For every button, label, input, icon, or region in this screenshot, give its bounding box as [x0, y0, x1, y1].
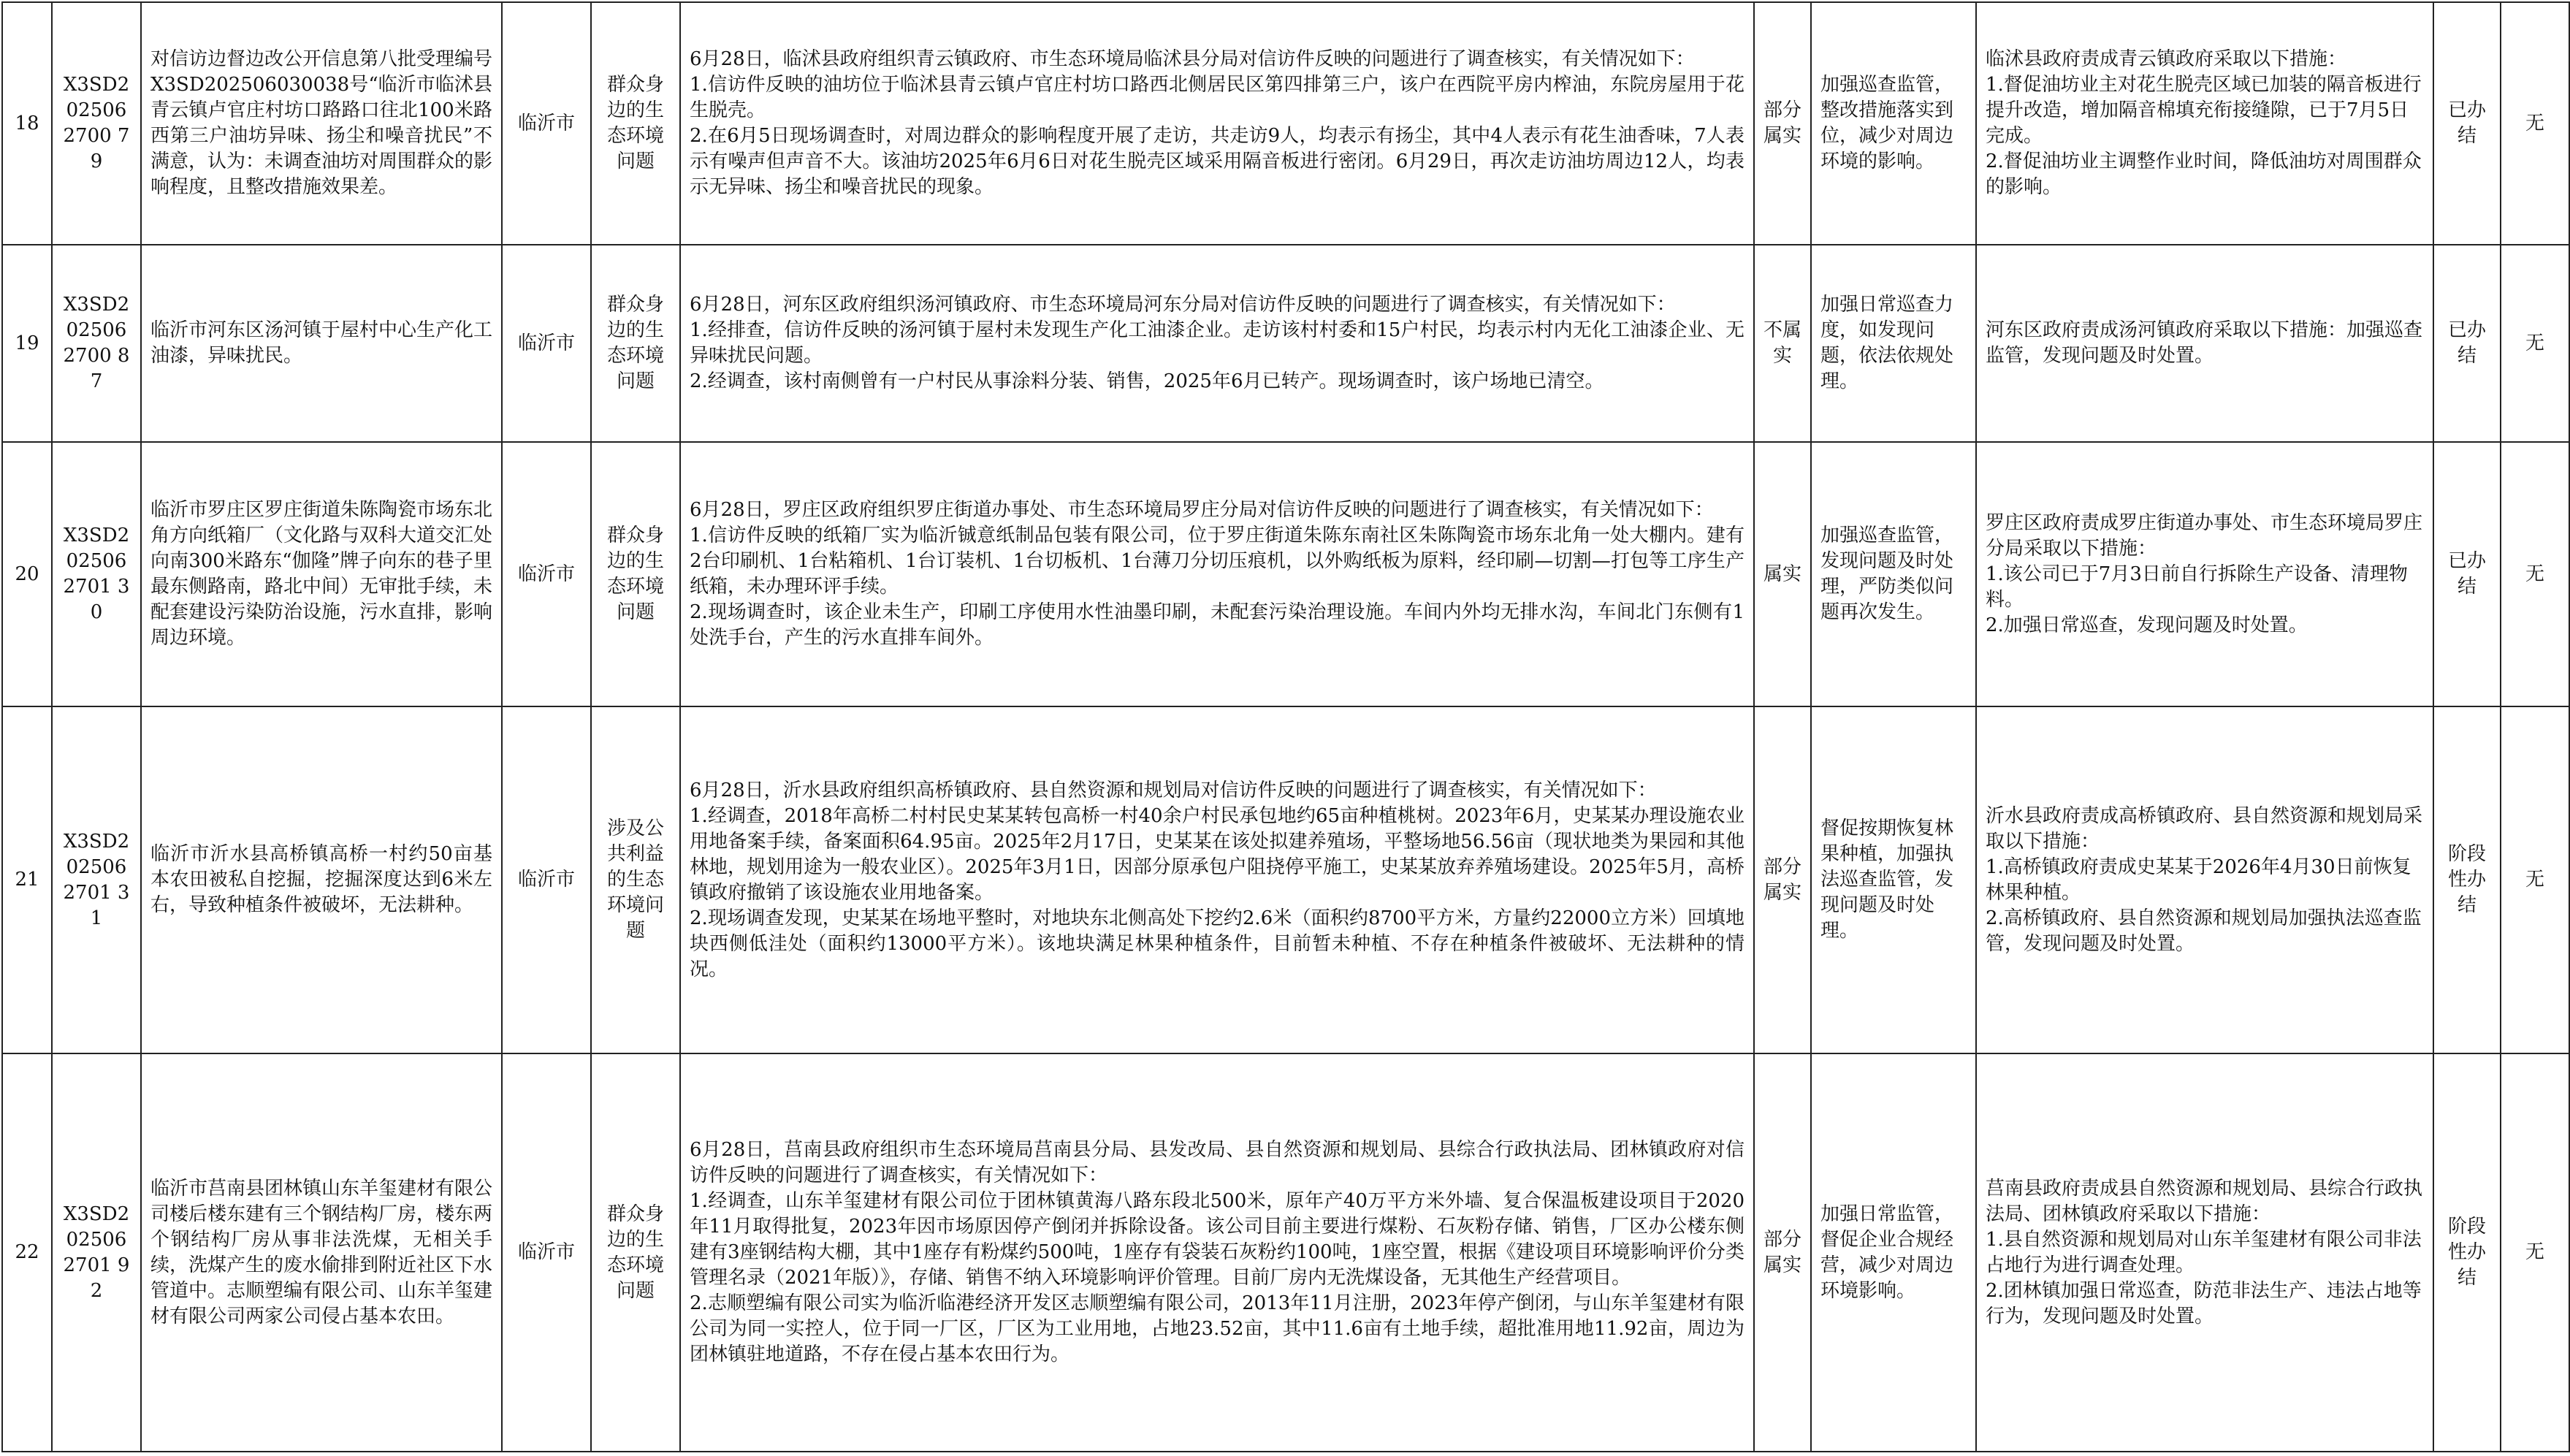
- investigation-details: 6月28日，罗庄区政府组织罗庄街道办事处、市生态环境局罗庄分局对信访件反映的问题进行了调查核实，有关情况如下： 1.信访件反映的纸箱厂实为临沂铖意纸制品包装有限公司，位于罗庄街道朱陈东南社区朱陈陶瓷市场东北角一处大棚内。建有2台印刷机、1台粘箱机、1台订装机、1台切板机、1台薄刀分切压痕机，以外购纸板为原料，经印刷—切割—打包等工序生产纸箱，未办理环评手续。 2.现场调查时，该企业未生产，印刷工序使用水性油墨印刷，未配套污染治理设施。车间内外均无排水沟，车间北门东侧有1处洗手台，产生的污水直排车间外。: [680, 442, 1754, 706]
- status-badge: 已办结: [2433, 442, 2501, 706]
- handling-advice: 加强巡查监管，发现问题及时处理，严防类似问题再次发生。: [1811, 442, 1976, 706]
- rectification-measures: 河东区政府责成汤河镇政府采取以下措施：加强巡查监管，发现问题及时处置。: [1976, 245, 2433, 442]
- rectification-measures: 莒南县政府责成县自然资源和规划局、县综合行政执法局、团林镇政府采取以下措施： 1.县自然资源和规划局对山东羊玺建材有限公司非法占地行为进行调查处理。 2.团林镇加强日常巡查，防范非法生产、违法占地等行为，发现问题及时处置。: [1976, 1053, 2433, 1452]
- table-row: [2, 442, 2569, 706]
- problem-category: 群众身边的生态环境问题: [591, 2, 680, 245]
- petition-table: [1, 1, 2570, 1452]
- case-description: 对信访边督边改公开信息第八批受理编号X3SD202506030038号“临沂市临沭县青云镇卢官庄村坊口路路口往北100米路西第三户油坊异味、扬尘和噪音扰民”不满意，认为：未调查油坊对周围群众的影响程度，且整改措施效果差。: [141, 2, 502, 245]
- status-badge: 阶段性办结: [2433, 1053, 2501, 1452]
- problem-category: 群众身边的生态环境问题: [591, 1053, 680, 1452]
- handling-advice: 加强日常监管，督促企业合规经营，减少对周边环境影响。: [1811, 1053, 1976, 1452]
- case-code: X3SD2025062700 79: [52, 2, 141, 245]
- row-number: 22: [2, 1053, 52, 1452]
- accountability-note: 无: [2501, 1053, 2569, 1452]
- case-description: 临沂市沂水县高桥镇高桥一村约50亩基本农田被私自挖掘，挖掘深度达到6米左右，导致种植条件被破坏，无法耕种。: [141, 706, 502, 1053]
- case-code: X3SD2025062700 87: [52, 245, 141, 442]
- row-number: 18: [2, 2, 52, 245]
- accountability-note: 无: [2501, 245, 2569, 442]
- case-code: X3SD2025062701 92: [52, 1053, 141, 1452]
- case-description: 临沂市罗庄区罗庄街道朱陈陶瓷市场东北角方向纸箱厂（文化路与双科大道交汇处向南300米路东“伽隆”牌子向东的巷子里最东侧路南，路北中间）无审批手续，未配套建设污染防治设施，污水直排，影响周边环境。: [141, 442, 502, 706]
- city: 临沂市: [502, 706, 591, 1053]
- case-description: 临沂市莒南县团林镇山东羊玺建材有限公司楼后楼东建有三个钢结构厂房，楼东两个钢结构厂房从事非法洗煤，无相关手续，洗煤产生的废水偷排到附近社区下水管道中。志顺塑编有限公司、山东羊玺建材有限公司两家公司侵占基本农田。: [141, 1053, 502, 1452]
- verification-result: 部分属实: [1754, 1053, 1811, 1452]
- accountability-note: 无: [2501, 2, 2569, 245]
- verification-result: 部分属实: [1754, 706, 1811, 1053]
- handling-advice: 加强日常巡查力度，如发现问题，依法依规处理。: [1811, 245, 1976, 442]
- case-description: 临沂市河东区汤河镇于屋村中心生产化工油漆，异味扰民。: [141, 245, 502, 442]
- problem-category: 涉及公共利益的生态环境问题: [591, 706, 680, 1053]
- handling-advice: 督促按期恢复林果种植，加强执法巡查监管，发现问题及时处理。: [1811, 706, 1976, 1053]
- verification-result: 不属实: [1754, 245, 1811, 442]
- status-badge: 阶段性办结: [2433, 706, 2501, 1053]
- problem-category: 群众身边的生态环境问题: [591, 442, 680, 706]
- rectification-measures: 临沭县政府责成青云镇政府采取以下措施： 1.督促油坊业主对花生脱壳区域已加装的隔音板进行提升改造，增加隔音棉填充衔接缝隙，已于7月5日完成。 2.督促油坊业主调整作业时间，降低油坊对周围群众的影响。: [1976, 2, 2433, 245]
- status-badge: 已办结: [2433, 245, 2501, 442]
- city: 临沂市: [502, 1053, 591, 1452]
- table-row: [2, 2, 2569, 245]
- city: 临沂市: [502, 245, 591, 442]
- handling-advice: 加强巡查监管，整改措施落实到位，减少对周边环境的影响。: [1811, 2, 1976, 245]
- table-row: [2, 706, 2569, 1053]
- rectification-measures: 罗庄区政府责成罗庄街道办事处、市生态环境局罗庄分局采取以下措施： 1.该公司已于7月3日前自行拆除生产设备、清理物料。 2.加强日常巡查，发现问题及时处置。: [1976, 442, 2433, 706]
- investigation-details: 6月28日，沂水县政府组织高桥镇政府、县自然资源和规划局对信访件反映的问题进行了调查核实，有关情况如下： 1.经调查，2018年高桥二村村民史某某转包高桥一村40余户村民承包地约65亩种植桃树。2023年6月，史某某办理设施农业用地备案手续，备案面积64.95亩。2025年2月17日，史某某在该处拟建养殖场，平整场地56.56亩（现状地类为果园和其他林地，规划用途为一般农业区）。2025年3月1日，因部分原承包户阻挠停平施工，史某某放弃养殖场建设。2025年5月，高桥镇政府撤销了该设施农业用地备案。 2.现场调查发现，史某某在场地平整时，对地块东北侧高处下挖约2.6米（面积约8700平方米，方量约22000立方米）回填地块西侧低洼处（面积约13000平方米）。该地块满足林果种植条件，目前暂未种植、不存在种植条件被破坏、无法耕种的情况。: [680, 706, 1754, 1053]
- table-row: [2, 1053, 2569, 1452]
- problem-category: 群众身边的生态环境问题: [591, 245, 680, 442]
- verification-result: 属实: [1754, 442, 1811, 706]
- accountability-note: 无: [2501, 706, 2569, 1053]
- city: 临沂市: [502, 2, 591, 245]
- rectification-measures: 沂水县政府责成高桥镇政府、县自然资源和规划局采取以下措施： 1.高桥镇政府责成史某某于2026年4月30日前恢复林果种植。 2.高桥镇政府、县自然资源和规划局加强执法巡查监管，发现问题及时处置。: [1976, 706, 2433, 1053]
- status-badge: 已办结: [2433, 2, 2501, 245]
- investigation-details: 6月28日，河东区政府组织汤河镇政府、市生态环境局河东分局对信访件反映的问题进行了调查核实，有关情况如下： 1.经排查，信访件反映的汤河镇于屋村未发现生产化工油漆企业。走访该村村委和15户村民，均表示村内无化工油漆企业、无异味扰民问题。 2.经调查，该村南侧曾有一户村民从事涂料分装、销售，2025年6月已转产。现场调查时，该户场地已清空。: [680, 245, 1754, 442]
- table-row: [2, 245, 2569, 442]
- accountability-note: 无: [2501, 442, 2569, 706]
- case-code: X3SD2025062701 30: [52, 442, 141, 706]
- row-number: 20: [2, 442, 52, 706]
- case-code: X3SD2025062701 31: [52, 706, 141, 1053]
- verification-result: 部分属实: [1754, 2, 1811, 245]
- investigation-details: 6月28日，莒南县政府组织市生态环境局莒南县分局、县发改局、县自然资源和规划局、县综合行政执法局、团林镇政府对信访件反映的问题进行了调查核实，有关情况如下： 1.经调查，山东羊玺建材有限公司位于团林镇黄海八路东段北500米，原年产40万平方米外墙、复合保温板建设项目于2020年11月取得批复，2023年因市场原因停产倒闭并拆除设备。该公司目前主要进行煤粉、石灰粉存储、销售，厂区办公楼东侧建有3座钢结构大棚，其中1座存有粉煤约500吨，1座存有袋装石灰粉约100吨，1座空置，根据《建设项目环境影响评价分类管理名录（2021年版）》，存储、销售不纳入环境影响评价管理。目前厂房内无洗煤设备，无其他生产经营项目。 2.志顺塑编有限公司实为临沂临港经济开发区志顺塑编有限公司，2013年11月注册，2023年停产倒闭，与山东羊玺建材有限公司为同一实控人，位于同一厂区，厂区为工业用地，占地23.52亩，其中11.6亩有土地手续，超批准用地11.92亩，周边为团林镇驻地道路，不存在侵占基本农田行为。: [680, 1053, 1754, 1452]
- row-number: 19: [2, 245, 52, 442]
- row-number: 21: [2, 706, 52, 1053]
- investigation-details: 6月28日，临沭县政府组织青云镇政府、市生态环境局临沭县分局对信访件反映的问题进行了调查核实，有关情况如下： 1.信访件反映的油坊位于临沭县青云镇卢官庄村坊口路西北侧居民区第四排第三户，该户在西院平房内榨油，东院房屋用于花生脱壳。 2.在6月5日现场调查时，对周边群众的影响程度开展了走访，共走访9人，均表示有扬尘，其中4人表示有花生油香味，7人表示有噪声但声音不大。该油坊2025年6月6日对花生脱壳区域采用隔音板进行密闭。6月29日，再次走访油坊周边12人，均表示无异味、扬尘和噪音扰民的现象。: [680, 2, 1754, 245]
- city: 临沂市: [502, 442, 591, 706]
